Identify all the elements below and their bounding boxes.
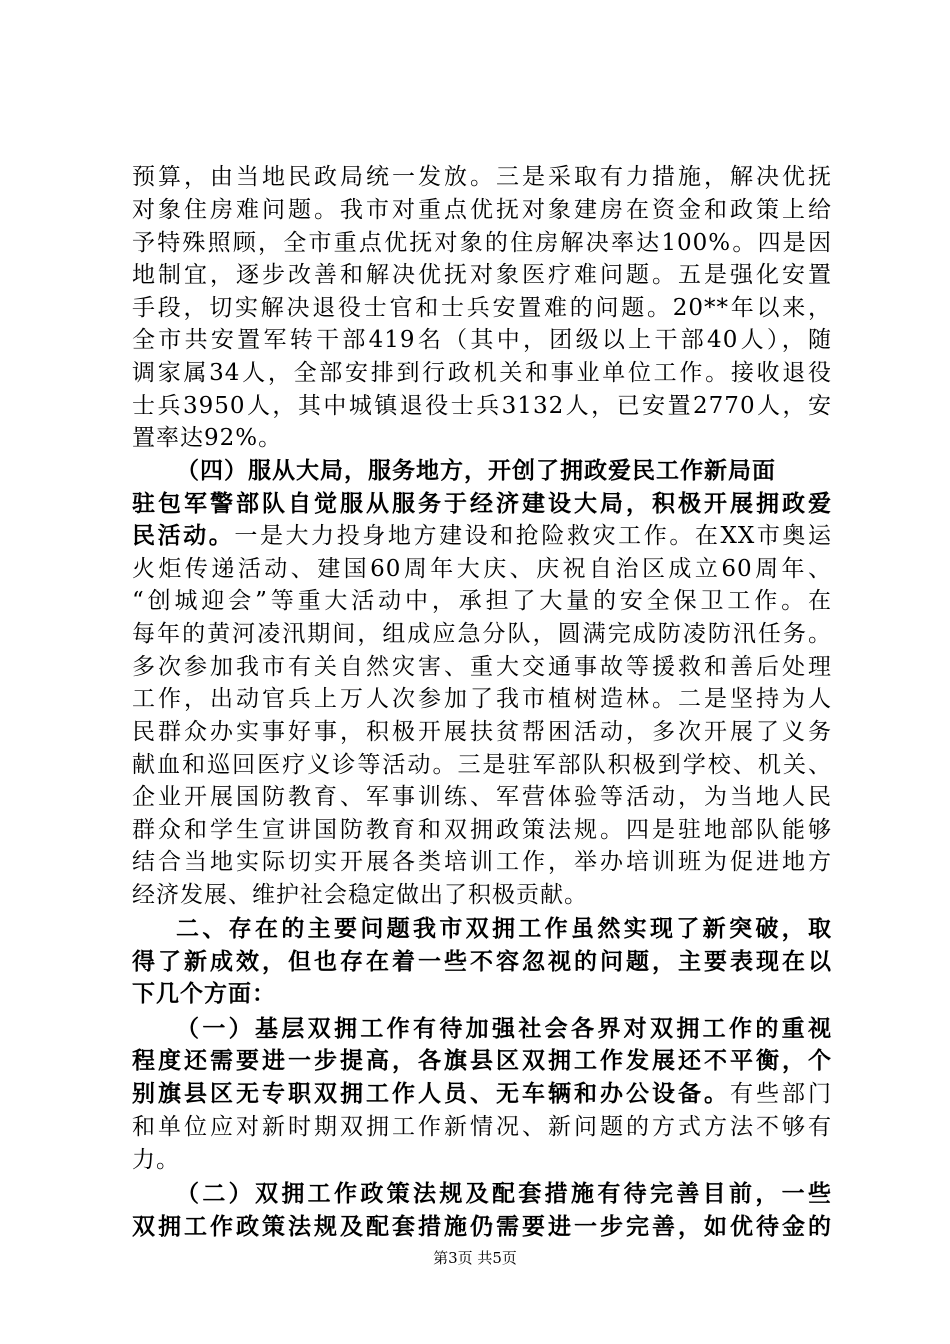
- text-line: 企业开展国防教育、军事训练、军营体验等活动，为当地人民: [132, 784, 832, 810]
- text-line: 民群众办实事好事，积极开展扶贫帮困活动，多次开展了义务: [132, 719, 832, 745]
- text-line: 经济发展、维护社会稳定做出了积极贡献。: [132, 882, 588, 908]
- text-line: 驻包军警部队自觉服从服务于经济建设大局，积极开展拥政爱: [132, 490, 832, 517]
- text-line: 调家属34人，全部安排到行政机关和事业单位工作。接收退役: [132, 360, 832, 386]
- regular-run: 有些部门: [730, 1081, 832, 1107]
- text-line: 得了新成效，但也存在着一些不容忽视的问题，主要表现在以: [132, 948, 832, 975]
- text-line: 手段，切实解决退役士官和士兵安置难的问题。20**年以来，: [132, 295, 832, 321]
- text-line: [132, 1078, 832, 1110]
- regular-run: 一是大力投身地方建设和抢险救灾工作。在XX市奥运: [234, 523, 833, 549]
- text-line: 二、存在的主要问题我市双拥工作虽然实现了新突破，取: [176, 915, 832, 942]
- text-line: 每年的黄河凌汛期间，组成应急分队，圆满完成防凌防汛任务。: [132, 621, 832, 647]
- text-line: 献血和巡回医疗义诊等活动。三是驻军部队积极到学校、机关、: [132, 752, 832, 778]
- text-line: 和单位应对新时期双拥工作新情况、新问题的方式方法不够有: [132, 1114, 832, 1140]
- text-line: 程度还需要进一步提高，各旗县区双拥工作发展还不平衡，个: [132, 1047, 832, 1074]
- text-line: 火炬传递活动、建国60周年大庆、庆祝自治区成立60周年、: [132, 556, 832, 582]
- text-line: 置率达92%。: [132, 425, 283, 451]
- text-line: 群众和学生宣讲国防教育和双拥政策法规。四是驻地部队能够: [132, 817, 832, 843]
- text-line: 双拥工作政策法规及配套措施仍需要进一步完善，如优待金的: [132, 1213, 832, 1240]
- text-line: 结合当地实际切实开展各类培训工作，举办培训班为促进地方: [132, 849, 832, 875]
- text-line: 全市共安置军转干部419名（其中，团级以上干部40人），随: [132, 327, 832, 353]
- text-line: （一）基层双拥工作有待加强社会各界对双拥工作的重视: [176, 1015, 832, 1042]
- text-line: （二）双拥工作政策法规及配套措施有待完善目前，一些: [176, 1180, 832, 1207]
- bold-run: 别旗县区无专职双拥工作人员、无车辆和办公设备。: [132, 1080, 730, 1107]
- text-line: 多次参加我市有关自然灾害、重大交通事故等援救和善后处理: [132, 654, 832, 680]
- text-line: 士兵3950人，其中城镇退役士兵3132人，已安置2770人，安: [132, 393, 832, 419]
- text-line: 工作，出动官兵上万人次参加了我市植树造林。二是坚持为人: [132, 686, 832, 712]
- text-line: “创城迎会”等重大活动中，承担了大量的安全保卫工作。在: [132, 588, 832, 614]
- bold-run: 民活动。: [132, 522, 235, 549]
- text-line: [132, 520, 832, 552]
- text-line: 予特殊照顾，全市重点优抚对象的住房解决率达100%。四是因: [132, 230, 832, 256]
- text-line: 地制宜，逐步改善和解决优抚对象医疗难问题。五是强化安置: [132, 262, 832, 288]
- text-line: 下几个方面：: [132, 980, 276, 1007]
- text-line: （四）服从大局，服务地方，开创了拥政爱民工作新局面: [176, 457, 776, 484]
- text-line: 对象住房难问题。我市对重点优抚对象建房在资金和政策上给: [132, 197, 832, 223]
- text-line: 力。: [132, 1147, 180, 1173]
- page-footer: 第3页 共5页: [433, 1249, 517, 1267]
- text-line: 预算，由当地民政局统一发放。三是采取有力措施，解决优抚: [132, 164, 832, 190]
